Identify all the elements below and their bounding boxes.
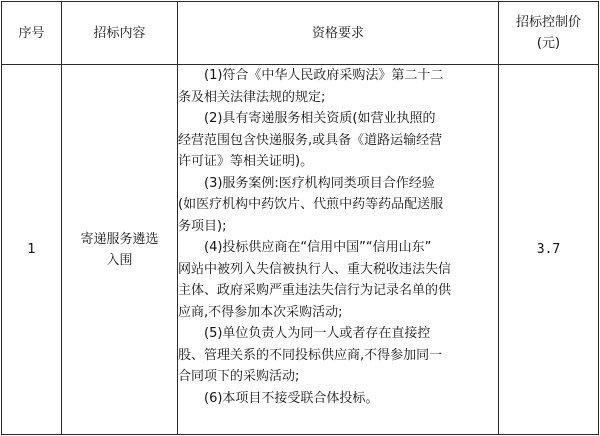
requirement-line: (4)投标供应商在“信用中国”“信用山东”: [204, 240, 432, 255]
cell-qualification-requirements: [178, 65, 499, 435]
table-header-row: [2, 2, 599, 65]
requirement-line: 网站中被列入失信被执行人、重大税收违法失信: [178, 261, 452, 277]
header-price-label: 招标控制价: [515, 15, 581, 30]
header-price-unit: (元): [536, 36, 561, 51]
requirement-line: 合同项下的采购活动;: [178, 369, 300, 384]
requirement-line: (6)本项目不接受联合体投标。: [204, 390, 379, 406]
requirement-line: 股、管理关系的不同投标供应商,不得参加同一: [178, 347, 443, 363]
requirement-line: (2)具有寄递服务相关资质(如营业执照的: [204, 111, 436, 126]
requirement-line: (如医疗机构中药饮片、代煎中药等药品配送服: [178, 197, 444, 212]
header-qualification-requirements: 资格要求: [178, 2, 499, 65]
table-row: [2, 65, 599, 435]
requirement-line: 主体、政府采购严重违法失信行为记录名单的供: [178, 283, 452, 298]
bid-content-line-1: 寄递服务遴选: [80, 231, 159, 247]
requirement-line: (5)单位负责人为同一人或者存在直接控: [204, 326, 431, 341]
header-bid-control-price: [499, 2, 599, 65]
requirement-line: (1)符合《中华人民政府采购法》第二十二: [204, 68, 444, 83]
requirement-line: 务项目);: [178, 218, 227, 234]
requirement-line: 条及相关法律法规的规定;: [178, 89, 326, 105]
header-serial-number: 序号: [2, 2, 62, 65]
requirement-line: 许可证》等相关证明)。: [178, 154, 314, 169]
bid-requirements-table: [1, 1, 599, 435]
requirement-line: (3)服务案例:医疗机构同类项目合作经验: [204, 175, 435, 191]
cell-serial-number: 1: [2, 65, 62, 435]
bid-content-line-2: 入围: [106, 252, 133, 268]
requirement-line: 经营范围包含快递服务,或具备《道路运输经营: [178, 132, 443, 148]
cell-bid-content: [62, 65, 178, 435]
cell-bid-control-price: 3.7: [499, 65, 599, 435]
header-bid-content: 招标内容: [62, 2, 178, 65]
requirement-line: 应商,不得参加本次采购活动;: [178, 304, 343, 320]
